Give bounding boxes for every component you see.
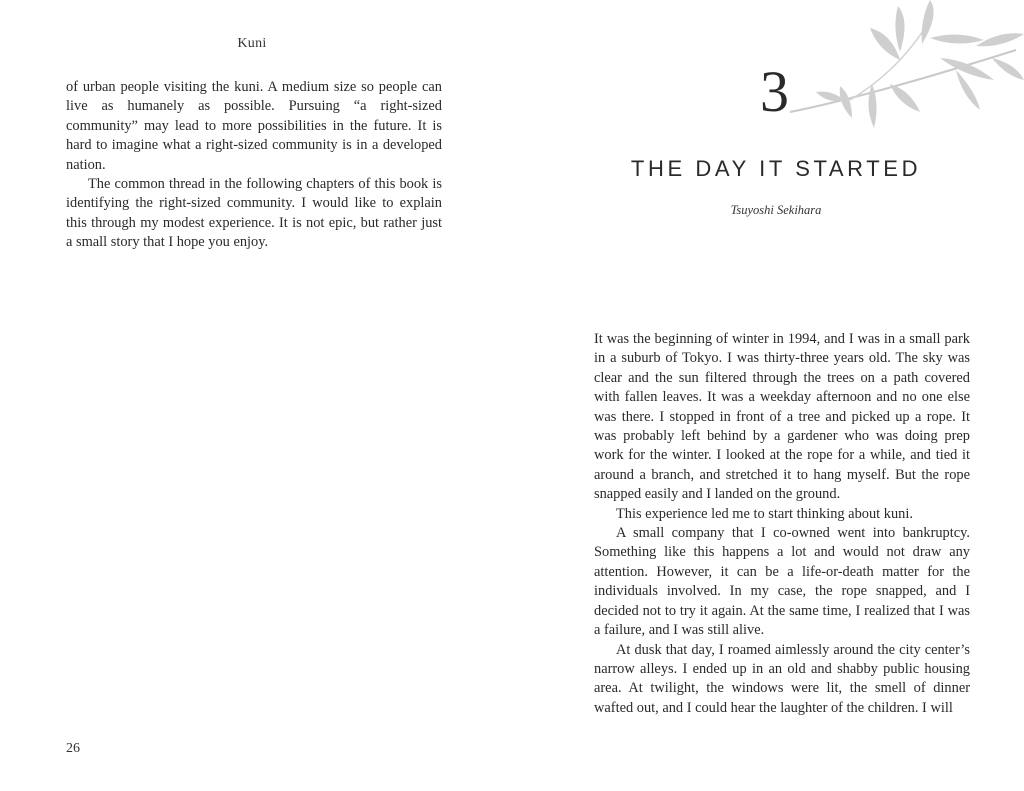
chapter-number: 3 xyxy=(760,59,789,124)
chapter-title: THE DAY IT STARTED xyxy=(630,156,922,181)
running-head: Kuni xyxy=(237,36,267,51)
paragraph: The common thread in the following chapters of this book is identifying the right-sized community. I would like to explain this through my modest experience. It is not epic, but rather just a small story that I hope you enjoy. xyxy=(66,176,442,251)
page-number: 26 xyxy=(66,741,80,756)
chapter-author: Tsuyoshi Sekihara xyxy=(730,203,822,217)
bamboo-leaves-icon xyxy=(780,0,1024,140)
right-page xyxy=(512,0,1024,791)
paragraph: A small company that I co-owned went into bankruptcy. Something like this happens a lot and would not draw any attention. However, it can be a life-or-death matter for the individuals involved. In my case, the rope snapped, and I decided not to try it again. At the same time, I realized that I was a failure, and I was still alive. xyxy=(594,525,970,639)
paragraph: This experience led me to start thinking about kuni. xyxy=(616,505,913,522)
paragraph: At dusk that day, I roamed aimlessly around the city center’s narrow alleys. I ended up in an old and shabby public housing area. At twilight, the windows were lit, the smell of dinner wafted out, and I could hear the laughter of the children. I will xyxy=(594,641,970,716)
paragraph: It was the beginning of winter in 1994, and I was in a small park in a suburb of Tokyo. I was thirty-three years old. The sky was clear and the sun filtered through the trees on a path covered with fallen leaves. It was a weekday afternoon and no one else was there. I stopped in front of a tree and picked up a rope. It was probably left behind by a gardener who was doing prep work for the winter. I looked at the rope for a while, and tied it around a branch, and stretched it to hang myself. But the rope snapped easily and I landed on the ground. xyxy=(594,331,970,503)
left-page-body xyxy=(66,78,442,253)
right-page-body xyxy=(594,330,970,718)
paragraph: of urban people visiting the kuni. A medium size so people can live as humanely as possible. Pursuing “a right-sized community” may lead to more possibilities in the future. It is hard to imagine what a right-sized community is in a developed nation. xyxy=(66,79,442,173)
